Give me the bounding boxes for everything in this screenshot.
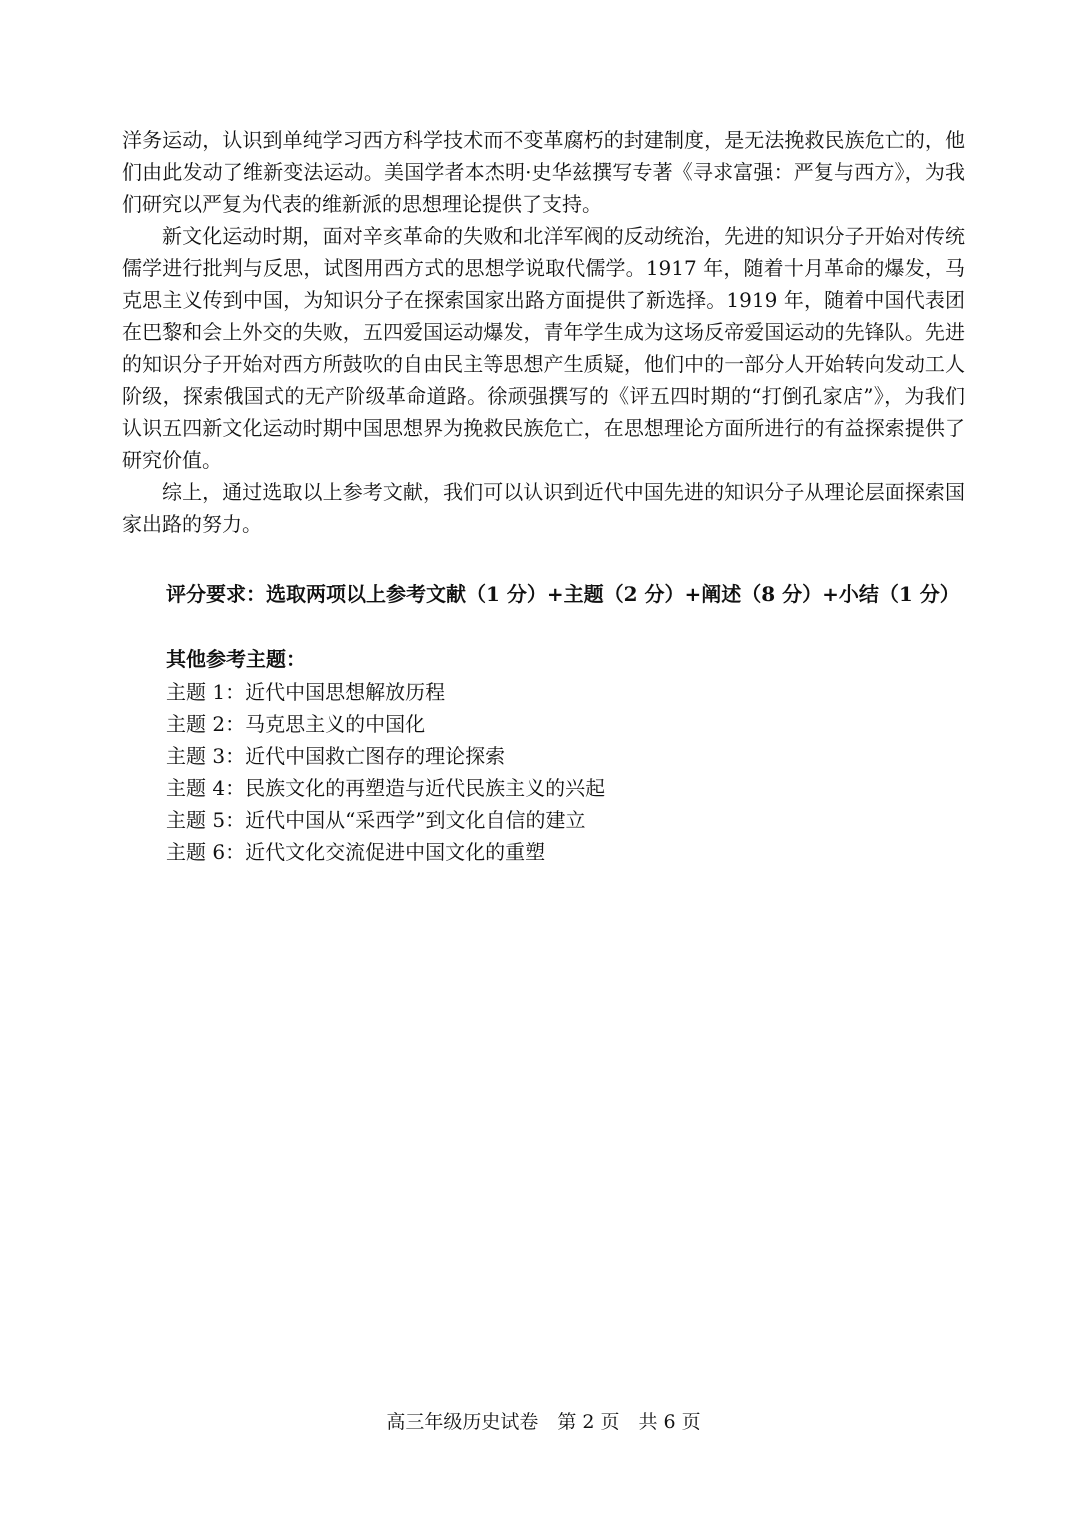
list-item: 主题 2：马克思主义的中国化 xyxy=(166,712,426,736)
score-requirement: 评分要求：选取两项以上参考文献（1 分）+主题（2 分）+阐述（8 分）+小结（1 分） xyxy=(166,582,960,606)
list-item: 主题 5：近代中国从“采西学”到文化自信的建立 xyxy=(166,808,586,832)
other-topics-list xyxy=(166,676,605,868)
other-topics-title: 其他参考主题： xyxy=(166,647,306,671)
list-item: 主题 4：民族文化的再塑造与近代民族主义的兴起 xyxy=(166,776,606,800)
list-item: 主题 6：近代文化交流促进中国文化的重塑 xyxy=(166,840,546,864)
paragraph-new-culture: 新文化运动时期，面对辛亥革命的失败和北洋军阀的反动统治，先进的知识分子开始对传统儒学进行批判与反思，试图用西方式的思想学说取代儒学。1917 年，随着十月革命的爆发，马克思主义传到中国，为知识分子在探索国家出路方面提供了新选择。1919 年，随着中国代表团在巴黎和会上外交的失败，五四爱国运动爆发，青年学生成为这场反帝爱国运动的先锋队。先进的知识分子开始对西方所鼓吹的自由民主等思想产生质疑，他们中的一部分人开始转向发动工人阶级，探索俄国式的无产阶级革命道路。徐顽强撰写的《评五四时期的“打倒孔家店”》，为我们认识五四新文化运动时期中国思想界为挽救民族危亡，在思想理论方面所进行的有益探索提供了研究价值。 xyxy=(122,224,965,472)
page-footer: 高三年级历史试卷 第 2 页 共 6 页 xyxy=(386,1411,701,1433)
list-item: 主题 3：近代中国救亡图存的理论探索 xyxy=(166,744,506,768)
paragraph-westernization: 洋务运动，认识到单纯学习西方科学技术而不变革腐朽的封建制度，是无法挽救民族危亡的，他们由此发动了维新变法运动。美国学者本杰明·史华兹撰写专著《寻求富强：严复与西方》，为我们研究以严复为代表的维新派的思想理论提供了支持。 xyxy=(122,128,965,216)
answer-body xyxy=(122,124,965,540)
list-item: 主题 1：近代中国思想解放历程 xyxy=(166,680,446,704)
paragraph-summary: 综上，通过选取以上参考文献，我们可以认识到近代中国先进的知识分子从理论层面探索国家出路的努力。 xyxy=(122,480,965,536)
